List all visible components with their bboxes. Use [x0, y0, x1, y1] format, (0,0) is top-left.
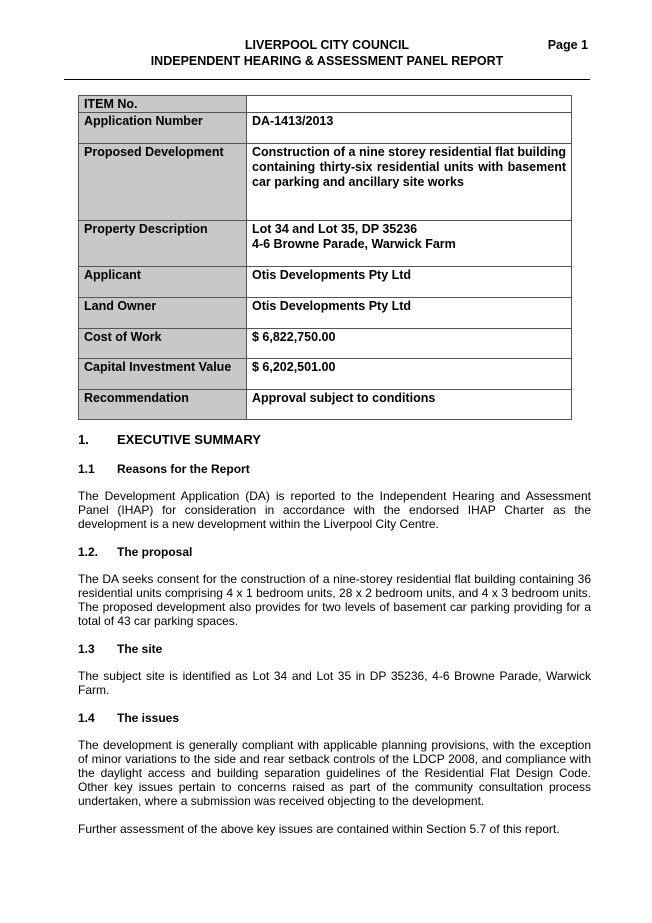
row-value-cost-of-work: $ 6,822,750.00	[247, 329, 572, 359]
row-label-item-no: ITEM No.	[79, 96, 247, 113]
section-number: 1.2.	[78, 545, 99, 559]
row-value-applicant: Otis Developments Pty Ltd	[247, 267, 572, 298]
section-number: 1.4	[78, 711, 95, 725]
row-label-proposed-development: Proposed Development	[79, 144, 247, 221]
section-title: EXECUTIVE SUMMARY	[117, 432, 261, 447]
application-info-table	[78, 95, 572, 420]
row-label-capital-investment-value: Capital Investment Value	[79, 359, 247, 390]
row-label-cost-of-work: Cost of Work	[79, 329, 247, 359]
section-number: 1.	[78, 432, 89, 447]
section-number: 1.3	[78, 642, 95, 656]
table-row	[79, 144, 572, 221]
table-row	[79, 96, 572, 113]
row-label-applicant: Applicant	[79, 267, 247, 298]
row-value-item-no	[247, 96, 572, 113]
section-title: The proposal	[117, 545, 193, 559]
section-1-heading	[78, 433, 591, 447]
section-1-4-text: The development is generally compliant with applicable planning provisions, with the exception of minor variations to the side and rear setback controls of the LDCP 2008, and compliance with the daylight access and building separation guidelines of the Residential Flat Design Code. Other key issues pertain to concerns raised as part of the community consultation process undertaken, where a submission was received objecting to the development.	[78, 738, 591, 808]
row-value-proposed-development: Construction of a nine storey residential flat building containing thirty-six residential units with basement car parking and ancillary site works	[247, 144, 572, 221]
table-row	[79, 113, 572, 144]
section-title: The issues	[117, 711, 180, 725]
table-row	[79, 221, 572, 267]
row-label-recommendation: Recommendation	[79, 390, 247, 420]
table-row	[79, 390, 572, 420]
row-value-property-description: Lot 34 and Lot 35, DP 35236 4-6 Browne Parade, Warwick Farm	[247, 221, 572, 267]
section-title: Reasons for the Report	[117, 462, 250, 476]
section-1-4-heading	[78, 711, 591, 725]
report-title: INDEPENDENT HEARING & ASSESSMENT PANEL REPORT	[150, 54, 504, 68]
section-1-4-text-continued: Further assessment of the above key issues are contained within Section 5.7 of this report.	[78, 822, 560, 836]
section-1-3-text: The subject site is identified as Lot 34 and Lot 35 in DP 35236, 4-6 Browne Parade, Warwick Farm.	[78, 669, 591, 697]
council-name: LIVERPOOL CITY COUNCIL	[244, 38, 410, 52]
header-divider	[64, 79, 590, 80]
section-1-2-text: The DA seeks consent for the construction of a nine-storey residential flat building containing 36 residential units comprising 4 x 1 bedroom units, 28 x 2 bedroom units, and 4 x 3 bedroom units. The proposed development also provides for two levels of basement car parking providing for a total of 43 car parking spaces.	[78, 572, 591, 628]
table-row	[79, 359, 572, 390]
table-row	[79, 298, 572, 329]
row-value-recommendation: Approval subject to conditions	[247, 390, 572, 420]
row-label-property-description: Property Description	[79, 221, 247, 267]
section-1-1-heading	[78, 462, 591, 476]
row-value-application-number: DA-1413/2013	[247, 113, 572, 144]
page-number: Page 1	[547, 38, 588, 52]
section-1-2-heading	[78, 545, 591, 559]
row-value-land-owner: Otis Developments Pty Ltd	[247, 298, 572, 329]
row-label-application-number: Application Number	[79, 113, 247, 144]
table-row	[79, 329, 572, 359]
row-label-land-owner: Land Owner	[79, 298, 247, 329]
section-title: The site	[117, 642, 163, 656]
section-1-1-text: The Development Application (DA) is reported to the Independent Hearing and Assessment Panel (IHAP) for consideration in accordance with the endorsed IHAP Charter as the development is a new development within the Liverpool City Centre.	[78, 489, 591, 531]
section-1-3-heading	[78, 642, 591, 656]
section-number: 1.1	[78, 462, 95, 476]
row-value-capital-investment-value: $ 6,202,501.00	[247, 359, 572, 390]
table-row	[79, 267, 572, 298]
